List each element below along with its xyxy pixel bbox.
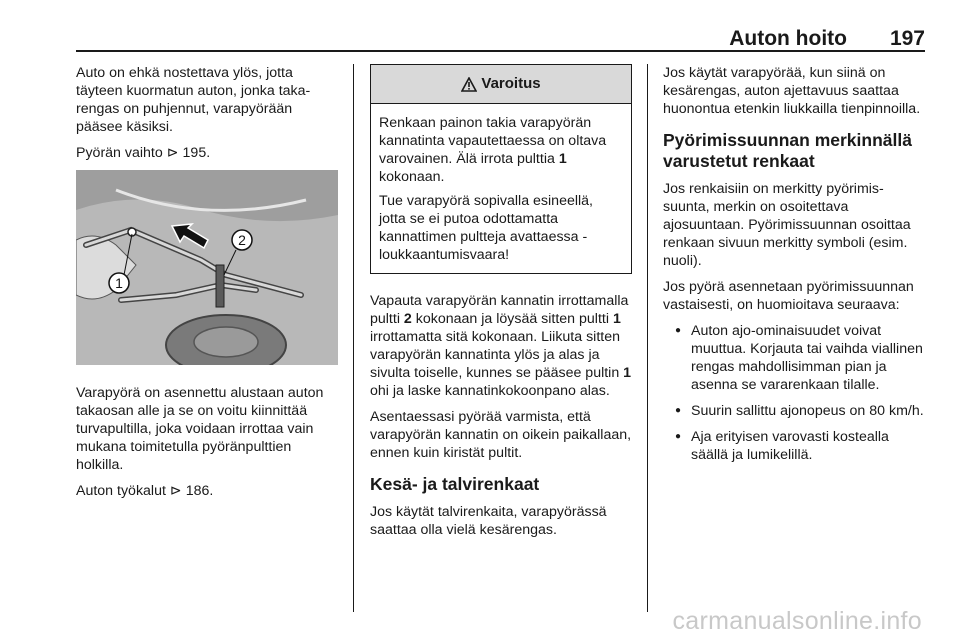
paragraph: Jos käytät talvirenkaita, varapyörässä saattaa olla vielä kesärengas. bbox=[370, 504, 607, 538]
list-item: ● Aja erityisen varovasti kostealla säällä ja lumikelillä. bbox=[663, 428, 925, 464]
warning-paragraph: Tue varapyörä sopivalla esineellä, jotta se ei putoa odottamatta kannattimen pultteja avattaessa - loukkaantumisvaara! bbox=[379, 193, 593, 263]
warning-box bbox=[370, 64, 632, 274]
header-title: Auton hoito bbox=[729, 27, 847, 50]
paragraph: Jos käytät varapyörää, kun siinä on kesärengas, auton ajettavuus saattaa huonontua etenkin liukkailla tienpinnoilla. bbox=[663, 65, 921, 117]
section-heading: Pyörimissuunnan merkinnällä varustetut renkaat bbox=[663, 130, 912, 171]
paragraph: Asentaessasi pyörää varmista, että varapyörän kannatin on oikein paikallaan, ennen kuin kiristät pultit. bbox=[370, 409, 632, 461]
column-3 bbox=[663, 64, 925, 472]
cross-reference-paragraph: Auton työkalut ⊳ 186. bbox=[76, 483, 214, 499]
warning-triangle-icon bbox=[461, 77, 477, 92]
column-1 bbox=[76, 64, 338, 508]
page-ref-icon: ⊳ bbox=[166, 145, 179, 161]
callout-2: 2 bbox=[238, 232, 246, 248]
header-rule bbox=[76, 50, 925, 52]
page-header bbox=[76, 27, 925, 49]
paragraph: Varapyörä on asennettu alustaan auton takaosan alle ja se on voitu kiinnittää turvapultilla, joka voidaan irrottaa vain mukana toimitetulla pyöränpulttien holkilla. bbox=[76, 385, 324, 473]
callout-1: 1 bbox=[115, 275, 123, 291]
spare-wheel-drawing bbox=[76, 170, 338, 365]
warning-title: Varoitus bbox=[481, 75, 541, 92]
watermark: carmanualsonline.info bbox=[672, 607, 922, 635]
warning-header bbox=[371, 65, 631, 104]
warning-body bbox=[371, 104, 631, 273]
column-divider-2 bbox=[647, 64, 648, 612]
list-item: ● Suurin sallittu ajonopeus on 80 km/h. bbox=[663, 402, 925, 420]
column-2 bbox=[370, 64, 632, 547]
page-ref-icon: ⊳ bbox=[169, 483, 182, 499]
section-heading: Kesä- ja talvirenkaat bbox=[370, 474, 540, 494]
paragraph: Auto on ehkä nostettava ylös, jotta täyteen kuormatun auton, jonka takarengas on puhjennut, varapyörään pääsee käsiksi. bbox=[76, 65, 311, 135]
page-ref-link[interactable]: 195. bbox=[182, 145, 211, 161]
spare-wheel-illustration bbox=[76, 170, 338, 365]
paragraph: Jos renkaisiin on merkitty pyörimissuunta, merkin on osoitettava ajosuuntaan. Pyörimissuunnan osoittaa renkaan sivuun merkitty symboli (esim. nuoli). bbox=[663, 181, 911, 269]
column-divider-1 bbox=[353, 64, 354, 612]
cross-reference-paragraph: Pyörän vaihto ⊳ 195. bbox=[76, 145, 211, 161]
list-item: ● Auton ajo-ominaisuudet voivat muuttua. Korjauta tai vaihda viallinen rengas mahdollisimman pian ja asenna se vararenkaan tilalle. bbox=[663, 322, 925, 394]
warning-paragraph: Renkaan painon takia varapyörän kannatinta vapautettaessa on oltava varovainen. Älä irrota pulttia 1 kokonaan. bbox=[379, 115, 607, 185]
bullet-list bbox=[663, 322, 925, 464]
paragraph: Vapauta varapyörän kannatin irrottamalla pultti 2 kokonaan ja löysää sitten pultti 1 irrottamatta sitä kokonaan. Liikuta sitten varapyörän kannatinta ylös ja alas ja sivulta toiselle, kunnes se pääsee pultin 1 ohi ja laske kannatinkokoonpano alas. bbox=[370, 293, 632, 399]
page-number: 197 bbox=[889, 27, 925, 50]
page-ref-link[interactable]: 186. bbox=[185, 483, 214, 499]
paragraph: Jos pyörä asennetaan pyörimissuunnan vastaisesti, on huomioitava seuraava: bbox=[663, 279, 914, 313]
